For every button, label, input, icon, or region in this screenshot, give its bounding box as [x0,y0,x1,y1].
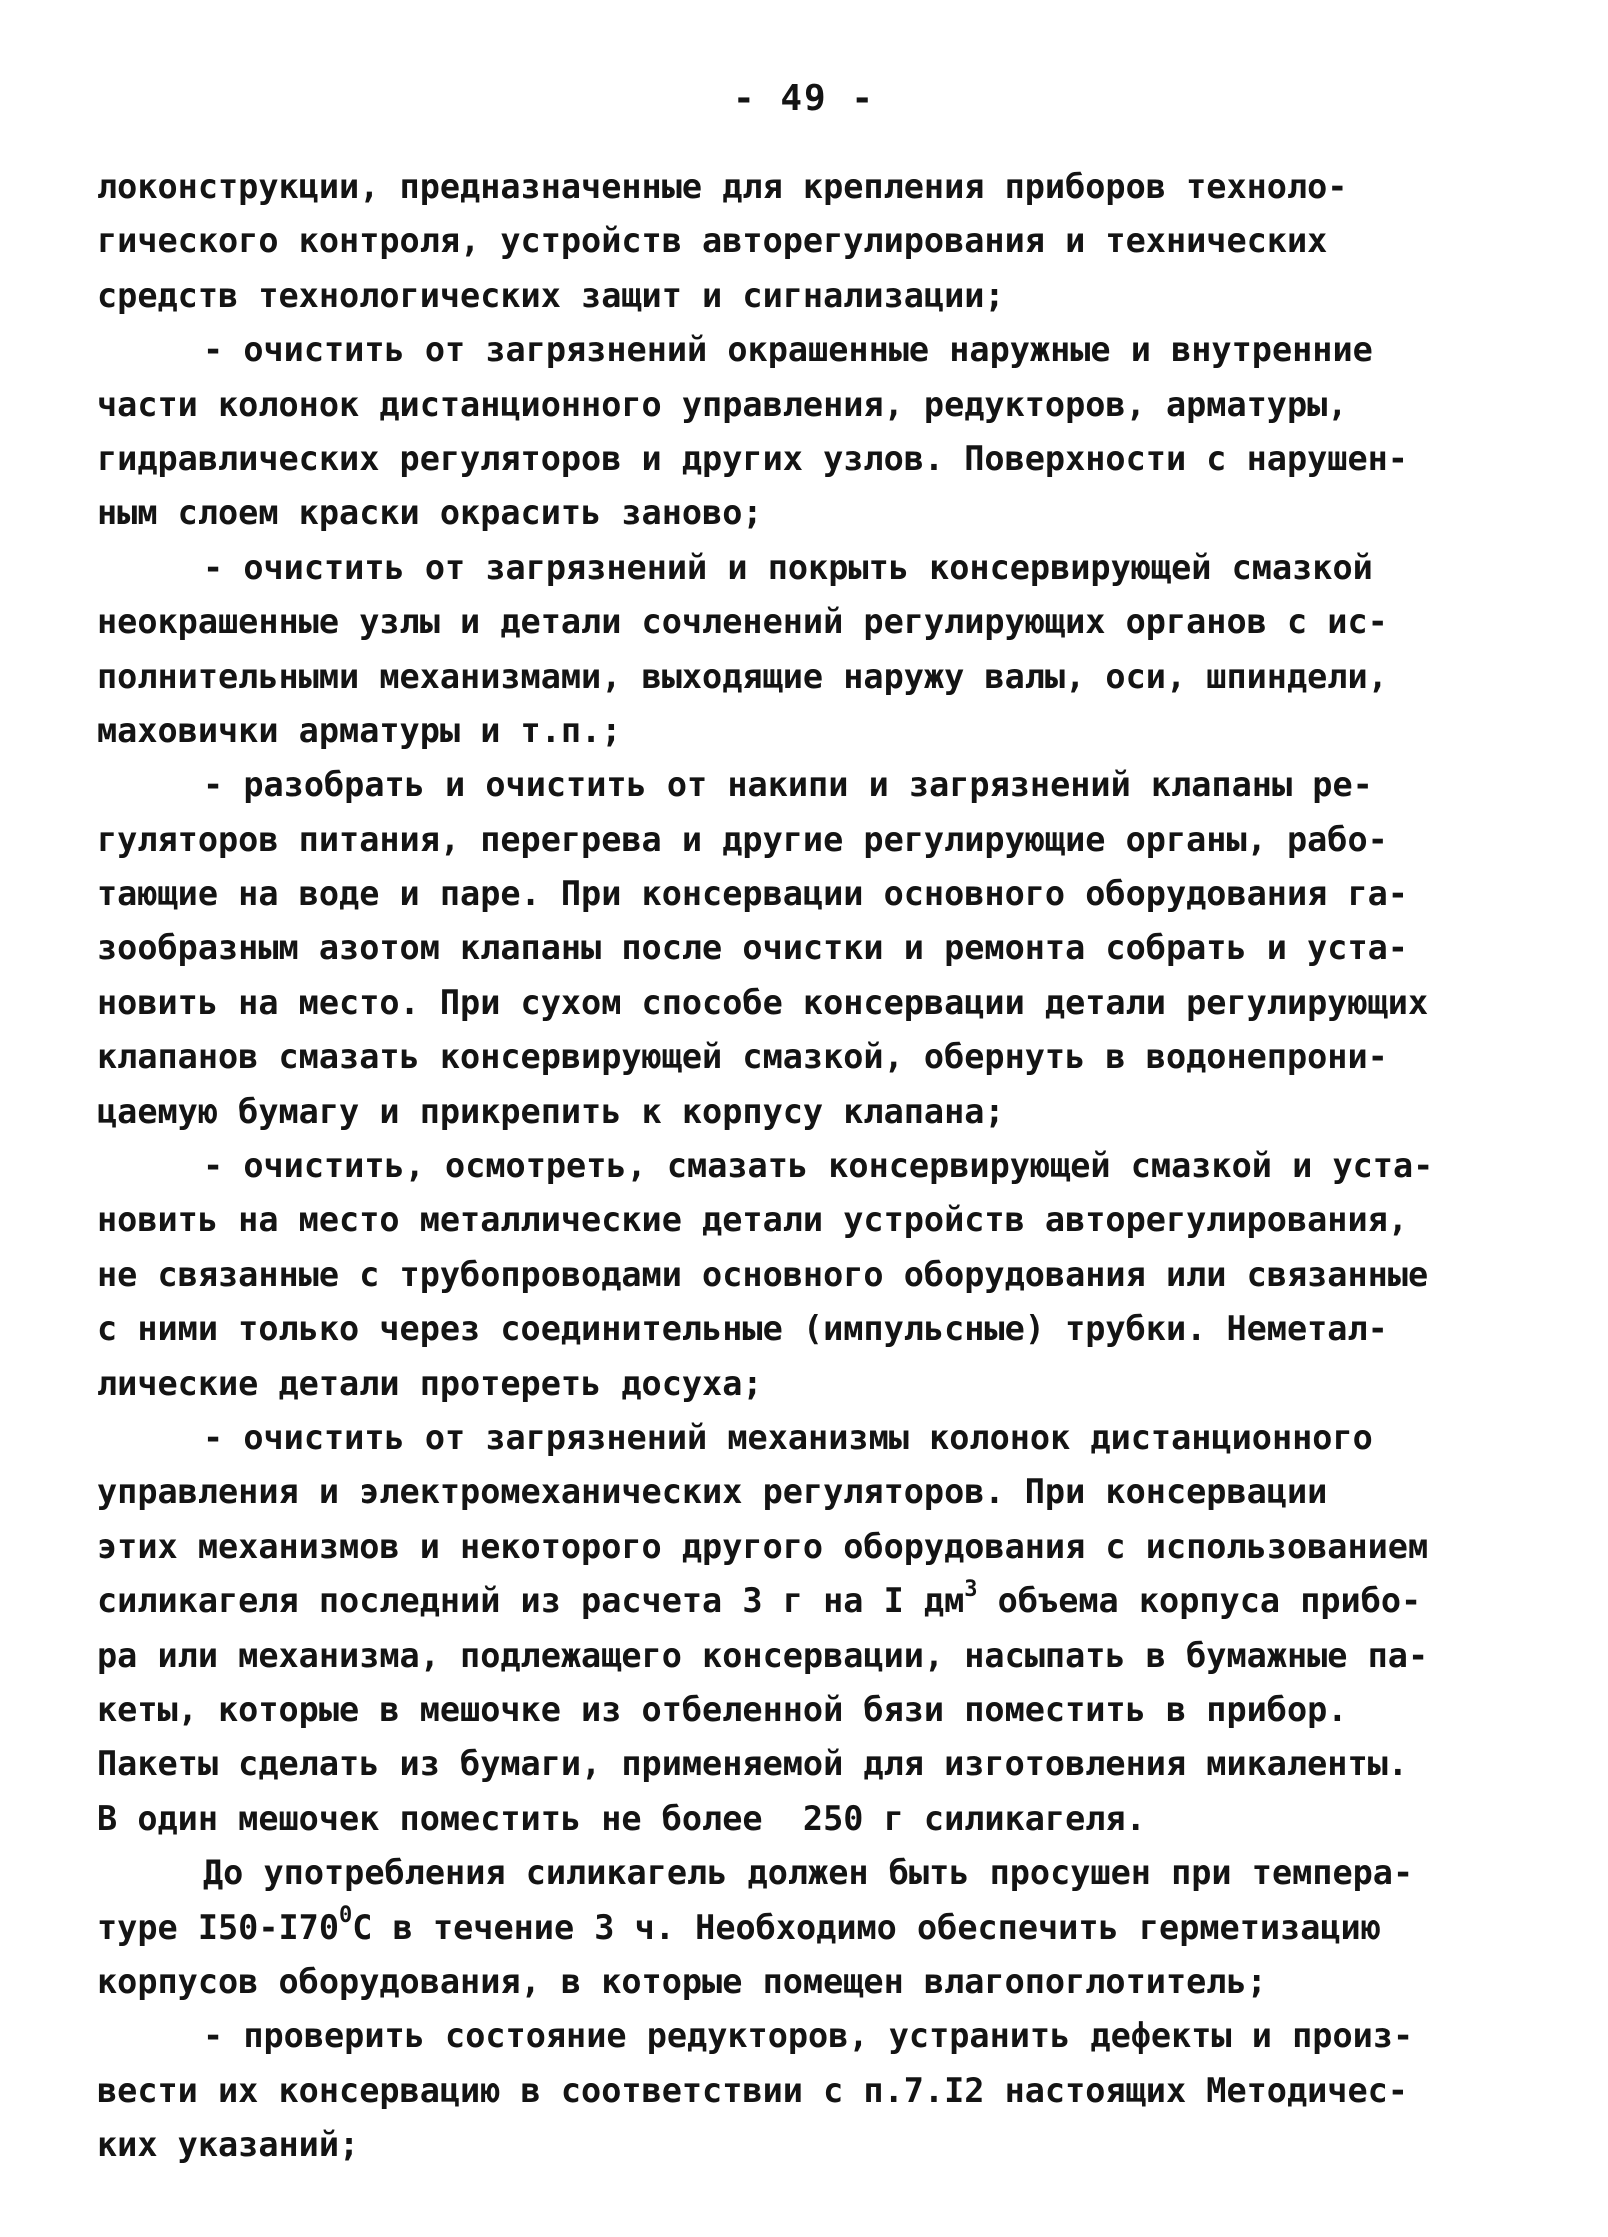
text-line [97,214,1497,268]
text-line [97,650,1497,704]
text-line [97,1629,1497,1683]
text-line [97,1520,1497,1574]
text-line [97,378,1497,432]
superscript: 0 [339,1903,353,1929]
text-line [97,1846,1497,1900]
text-line-content: локонструкции, предназначенные для крепления приборов техноло- [97,167,1348,206]
text-line-content: цаемую бумагу и прикрепить к корпусу клапана; [97,1091,1005,1131]
text-line [97,1901,1497,1955]
text-line-content: неокрашенные узлы и детали сочленений регулирующих органов с ис- [97,602,1388,642]
text-line [97,867,1497,921]
text-line-content: лические детали протереть досуха; [97,1363,763,1403]
text-line [97,1411,1497,1465]
text-line-content: этих механизмов и некоторого другого оборудования с использованием [97,1526,1429,1566]
text-line [97,1683,1497,1737]
text-line-content: вести их консервацию в соответствии с п.7.I2 настоящих Методичес- [97,2070,1408,2110]
text-line-content: - очистить, осмотреть, смазать консервирующей смазкой и уста- [203,1146,1434,1186]
text-line [97,1030,1497,1084]
superscript: 3 [964,1577,978,1602]
text-line-content: силикагеля последний из расчета 3 г на I дм [97,1581,965,1621]
text-line-continuation: объема корпуса прибо- [977,1581,1422,1621]
text-line-content: - разобрать и очистить от накипи и загрязнений клапаны ре- [203,765,1373,805]
body-text [97,160,1497,2172]
text-line [97,2118,1497,2172]
text-line [97,704,1497,758]
text-line [97,1302,1497,1356]
page-number: - 49 - [732,78,876,119]
text-line [97,1357,1497,1411]
text-line [97,1955,1497,2009]
text-line [97,1574,1497,1628]
text-line-content: ным слоем краски окрасить заново; [97,493,763,533]
text-line-content: кеты, которые в мешочке из отбеленной бязи поместить в прибор. [97,1689,1348,1729]
text-line-content: новить на место металлические детали устройств авторегулирования, [97,1200,1408,1240]
text-line [97,432,1497,486]
text-line-content: гуляторов питания, перегрева и другие регулирующие органы, рабо- [97,819,1388,859]
text-line [97,160,1497,214]
text-line-content: с ними только через соединительные (импульсные) трубки. Неметал- [97,1309,1388,1349]
text-line [97,541,1497,595]
text-line [97,921,1497,975]
text-line [97,2064,1497,2118]
text-line [97,1248,1497,1302]
text-line-content: гического контроля, устройств авторегулирования и технических [97,221,1328,261]
text-line-content: ра или механизма, подлежащего консервации, насыпать в бумажные па- [97,1635,1429,1675]
text-line-content: Пакеты сделать из бумаги, применяемой для изготовления микаленты. [97,1744,1408,1784]
text-line [97,1792,1497,1846]
text-line-content: ких указаний; [97,2125,360,2165]
text-line-content: новить на место. При сухом способе консервации детали регулирующих [97,982,1429,1022]
text-line [97,1465,1497,1519]
text-line [97,323,1497,377]
text-line [97,758,1497,812]
text-line [97,595,1497,649]
text-line-content: корпусов оборудования, в которые помещен влагопоглотитель; [97,1961,1267,2001]
text-line [97,2009,1497,2063]
text-line-content: маховички арматуры и т.п.; [97,710,622,750]
text-line-content: - очистить от загрязнений окрашенные наружные и внутренние [203,330,1373,370]
text-line [97,1139,1497,1193]
text-line-continuation: С в течение 3 ч. Необходимо обеспечить герметизацию [352,1907,1381,1947]
text-line [97,976,1497,1030]
text-line-content: зообразным азотом клапаны после очистки и ремонта собрать и уста- [97,928,1408,968]
text-line-content: туре I50-I70 [97,1907,340,1947]
text-line-content: части колонок дистанционного управления, редукторов, арматуры, [97,384,1348,424]
text-line-content: - очистить от загрязнений и покрыть консервирующей смазкой [203,547,1373,587]
text-line-content: не связанные с трубопроводами основного оборудования или связанные [97,1254,1429,1294]
text-line-content: средств технологических защит и сигнализации; [97,275,1005,315]
text-line [97,1085,1497,1139]
text-line-content: До употребления силикагель должен быть просушен при темпера- [203,1853,1414,1893]
text-line-content: клапанов смазать консервирующей смазкой, обернуть в водонепрони- [97,1037,1388,1077]
text-line [97,1193,1497,1247]
text-line-content: - проверить состояние редукторов, устранить дефекты и произ- [203,2016,1414,2056]
text-line-content: В один мешочек поместить не более 250 г силикагеля. [97,1798,1146,1838]
text-line [97,486,1497,540]
text-line-content: управления и электромеханических регуляторов. При консервации [97,1472,1328,1512]
text-line-content: тающие на воде и паре. При консервации основного оборудования га- [97,874,1408,914]
text-line [97,1737,1497,1791]
text-line [97,813,1497,867]
text-line-content: гидравлических регуляторов и других узлов. Поверхности с нарушен- [97,438,1408,478]
text-line-content: полнительными механизмами, выходящие наружу валы, оси, шпиндели, [97,656,1388,696]
text-line-content: - очистить от загрязнений механизмы колонок дистанционного [203,1417,1373,1457]
text-line [97,269,1497,323]
